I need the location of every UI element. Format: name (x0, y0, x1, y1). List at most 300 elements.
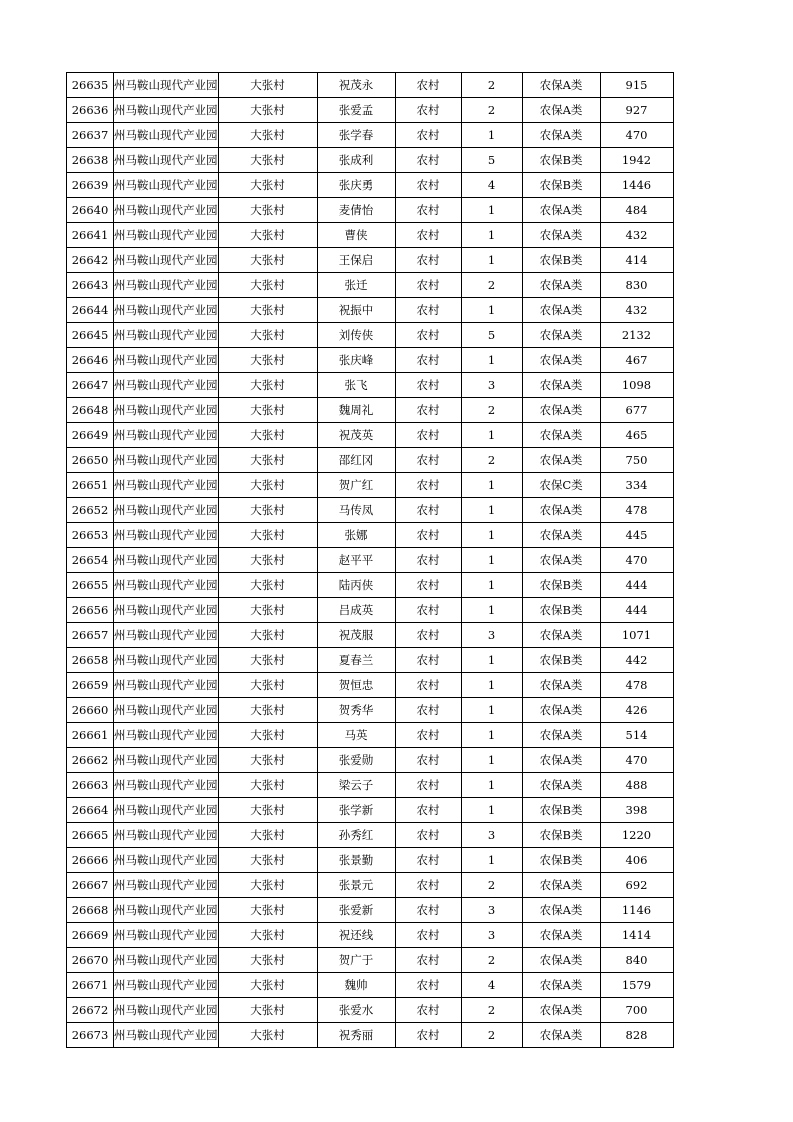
village-cell: 大张村 (218, 198, 317, 223)
name-cell: 祝茂英 (317, 423, 395, 448)
category-cell: 农保A类 (522, 1023, 600, 1048)
person-count-cell: 2 (461, 1023, 522, 1048)
unit-cell: 州马鞍山现代产业园 (114, 273, 219, 298)
unit-cell: 州马鞍山现代产业园 (114, 398, 219, 423)
person-count-cell: 3 (461, 898, 522, 923)
household-type-cell: 农村 (395, 848, 461, 873)
name-cell: 魏帅 (317, 973, 395, 998)
category-cell: 农保B类 (522, 248, 600, 273)
household-type-cell: 农村 (395, 473, 461, 498)
row-id-cell: 26663 (67, 773, 114, 798)
person-count-cell: 1 (461, 648, 522, 673)
name-cell: 张爱水 (317, 998, 395, 1023)
village-cell: 大张村 (218, 748, 317, 773)
row-id-cell: 26671 (67, 973, 114, 998)
category-cell: 农保C类 (522, 473, 600, 498)
amount-cell: 467 (600, 348, 673, 373)
row-id-cell: 26641 (67, 223, 114, 248)
village-cell: 大张村 (218, 673, 317, 698)
household-type-cell: 农村 (395, 573, 461, 598)
row-id-cell: 26652 (67, 498, 114, 523)
table-row (67, 973, 674, 998)
name-cell: 王保启 (317, 248, 395, 273)
household-type-cell: 农村 (395, 798, 461, 823)
person-count-cell: 1 (461, 798, 522, 823)
unit-cell: 州马鞍山现代产业园 (114, 623, 219, 648)
category-cell: 农保A类 (522, 973, 600, 998)
category-cell: 农保A类 (522, 448, 600, 473)
table-row (67, 73, 674, 98)
person-count-cell: 1 (461, 773, 522, 798)
table-row (67, 798, 674, 823)
unit-cell: 州马鞍山现代产业园 (114, 173, 219, 198)
person-count-cell: 3 (461, 373, 522, 398)
unit-cell: 州马鞍山现代产业园 (114, 523, 219, 548)
unit-cell: 州马鞍山现代产业园 (114, 598, 219, 623)
category-cell: 农保A类 (522, 873, 600, 898)
row-id-cell: 26642 (67, 248, 114, 273)
name-cell: 梁云子 (317, 773, 395, 798)
village-cell: 大张村 (218, 623, 317, 648)
name-cell: 张迁 (317, 273, 395, 298)
row-id-cell: 26645 (67, 323, 114, 348)
name-cell: 邵红冈 (317, 448, 395, 473)
name-cell: 曹侠 (317, 223, 395, 248)
person-count-cell: 1 (461, 198, 522, 223)
person-count-cell: 1 (461, 598, 522, 623)
row-id-cell: 26657 (67, 623, 114, 648)
village-cell: 大张村 (218, 223, 317, 248)
table-row (67, 623, 674, 648)
village-cell: 大张村 (218, 498, 317, 523)
unit-cell: 州马鞍山现代产业园 (114, 973, 219, 998)
category-cell: 农保A类 (522, 273, 600, 298)
name-cell: 祝秀丽 (317, 1023, 395, 1048)
unit-cell: 州马鞍山现代产业园 (114, 673, 219, 698)
household-type-cell: 农村 (395, 998, 461, 1023)
village-cell: 大张村 (218, 973, 317, 998)
person-count-cell: 2 (461, 73, 522, 98)
person-count-cell: 2 (461, 273, 522, 298)
category-cell: 农保A类 (522, 373, 600, 398)
unit-cell: 州马鞍山现代产业园 (114, 798, 219, 823)
village-cell: 大张村 (218, 423, 317, 448)
amount-cell: 414 (600, 248, 673, 273)
household-type-cell: 农村 (395, 348, 461, 373)
name-cell: 吕成英 (317, 598, 395, 623)
name-cell: 马传凤 (317, 498, 395, 523)
unit-cell: 州马鞍山现代产业园 (114, 723, 219, 748)
village-cell: 大张村 (218, 773, 317, 798)
village-cell: 大张村 (218, 873, 317, 898)
table-row (67, 198, 674, 223)
unit-cell: 州马鞍山现代产业园 (114, 573, 219, 598)
amount-cell: 470 (600, 548, 673, 573)
table-row (67, 98, 674, 123)
row-id-cell: 26661 (67, 723, 114, 748)
person-count-cell: 2 (461, 873, 522, 898)
person-count-cell: 1 (461, 748, 522, 773)
category-cell: 农保A类 (522, 123, 600, 148)
table-row (67, 298, 674, 323)
household-type-cell: 农村 (395, 73, 461, 98)
amount-cell: 426 (600, 698, 673, 723)
village-cell: 大张村 (218, 323, 317, 348)
unit-cell: 州马鞍山现代产业园 (114, 848, 219, 873)
household-type-cell: 农村 (395, 423, 461, 448)
household-type-cell: 农村 (395, 98, 461, 123)
name-cell: 张飞 (317, 373, 395, 398)
person-count-cell: 2 (461, 998, 522, 1023)
name-cell: 夏春兰 (317, 648, 395, 673)
person-count-cell: 5 (461, 148, 522, 173)
amount-cell: 445 (600, 523, 673, 548)
name-cell: 祝还线 (317, 923, 395, 948)
table-row (67, 148, 674, 173)
name-cell: 张庆峰 (317, 348, 395, 373)
person-count-cell: 1 (461, 348, 522, 373)
unit-cell: 州马鞍山现代产业园 (114, 248, 219, 273)
household-type-cell: 农村 (395, 923, 461, 948)
amount-cell: 677 (600, 398, 673, 423)
unit-cell: 州马鞍山现代产业园 (114, 948, 219, 973)
unit-cell: 州马鞍山现代产业园 (114, 698, 219, 723)
household-type-cell: 农村 (395, 198, 461, 223)
amount-cell: 406 (600, 848, 673, 873)
unit-cell: 州马鞍山现代产业园 (114, 748, 219, 773)
table-row (67, 498, 674, 523)
unit-cell: 州马鞍山现代产业园 (114, 73, 219, 98)
amount-cell: 478 (600, 498, 673, 523)
row-id-cell: 26643 (67, 273, 114, 298)
unit-cell: 州马鞍山现代产业园 (114, 123, 219, 148)
amount-cell: 514 (600, 723, 673, 748)
village-cell: 大张村 (218, 523, 317, 548)
household-type-cell: 农村 (395, 698, 461, 723)
amount-cell: 750 (600, 448, 673, 473)
name-cell: 贺秀华 (317, 698, 395, 723)
household-type-cell: 农村 (395, 323, 461, 348)
category-cell: 农保A类 (522, 698, 600, 723)
unit-cell: 州马鞍山现代产业园 (114, 548, 219, 573)
amount-cell: 700 (600, 998, 673, 1023)
household-type-cell: 农村 (395, 223, 461, 248)
household-type-cell: 农村 (395, 123, 461, 148)
table-body (67, 73, 674, 1048)
household-type-cell: 农村 (395, 448, 461, 473)
unit-cell: 州马鞍山现代产业园 (114, 873, 219, 898)
category-cell: 农保A类 (522, 398, 600, 423)
category-cell: 农保B类 (522, 648, 600, 673)
unit-cell: 州马鞍山现代产业园 (114, 773, 219, 798)
person-count-cell: 4 (461, 973, 522, 998)
village-cell: 大张村 (218, 448, 317, 473)
table-row (67, 648, 674, 673)
household-type-cell: 农村 (395, 648, 461, 673)
amount-cell: 1071 (600, 623, 673, 648)
table-row (67, 848, 674, 873)
unit-cell: 州马鞍山现代产业园 (114, 923, 219, 948)
village-cell: 大张村 (218, 648, 317, 673)
amount-cell: 915 (600, 73, 673, 98)
person-count-cell: 1 (461, 473, 522, 498)
amount-cell: 692 (600, 873, 673, 898)
household-type-cell: 农村 (395, 898, 461, 923)
unit-cell: 州马鞍山现代产业园 (114, 898, 219, 923)
name-cell: 贺广红 (317, 473, 395, 498)
row-id-cell: 26635 (67, 73, 114, 98)
name-cell: 张庆勇 (317, 173, 395, 198)
name-cell: 张成利 (317, 148, 395, 173)
category-cell: 农保B类 (522, 148, 600, 173)
village-cell: 大张村 (218, 548, 317, 573)
household-type-cell: 农村 (395, 973, 461, 998)
person-count-cell: 1 (461, 573, 522, 598)
row-id-cell: 26666 (67, 848, 114, 873)
amount-cell: 465 (600, 423, 673, 448)
person-count-cell: 5 (461, 323, 522, 348)
category-cell: 农保A类 (522, 98, 600, 123)
household-type-cell: 农村 (395, 1023, 461, 1048)
category-cell: 农保A类 (522, 673, 600, 698)
category-cell: 农保A类 (522, 223, 600, 248)
person-count-cell: 1 (461, 723, 522, 748)
person-count-cell: 1 (461, 248, 522, 273)
row-id-cell: 26653 (67, 523, 114, 548)
village-cell: 大张村 (218, 573, 317, 598)
table-row (67, 373, 674, 398)
amount-cell: 1098 (600, 373, 673, 398)
unit-cell: 州马鞍山现代产业园 (114, 1023, 219, 1048)
household-type-cell: 农村 (395, 623, 461, 648)
table-row (67, 173, 674, 198)
person-count-cell: 2 (461, 98, 522, 123)
amount-cell: 488 (600, 773, 673, 798)
table-row (67, 398, 674, 423)
category-cell: 农保A类 (522, 498, 600, 523)
table-row (67, 473, 674, 498)
village-cell: 大张村 (218, 273, 317, 298)
unit-cell: 州马鞍山现代产业园 (114, 223, 219, 248)
unit-cell: 州马鞍山现代产业园 (114, 373, 219, 398)
row-id-cell: 26644 (67, 298, 114, 323)
person-count-cell: 1 (461, 298, 522, 323)
row-id-cell: 26646 (67, 348, 114, 373)
category-cell: 农保A类 (522, 623, 600, 648)
unit-cell: 州马鞍山现代产业园 (114, 473, 219, 498)
unit-cell: 州马鞍山现代产业园 (114, 198, 219, 223)
category-cell: 农保A类 (522, 523, 600, 548)
household-type-cell: 农村 (395, 398, 461, 423)
row-id-cell: 26664 (67, 798, 114, 823)
amount-cell: 398 (600, 798, 673, 823)
person-count-cell: 3 (461, 923, 522, 948)
amount-cell: 1146 (600, 898, 673, 923)
amount-cell: 484 (600, 198, 673, 223)
name-cell: 祝茂服 (317, 623, 395, 648)
village-cell: 大张村 (218, 998, 317, 1023)
table-row (67, 998, 674, 1023)
row-id-cell: 26673 (67, 1023, 114, 1048)
name-cell: 贺广于 (317, 948, 395, 973)
row-id-cell: 26636 (67, 98, 114, 123)
row-id-cell: 26648 (67, 398, 114, 423)
amount-cell: 1579 (600, 973, 673, 998)
village-cell: 大张村 (218, 948, 317, 973)
table-row (67, 923, 674, 948)
row-id-cell: 26660 (67, 698, 114, 723)
category-cell: 农保B类 (522, 823, 600, 848)
village-cell: 大张村 (218, 248, 317, 273)
village-cell: 大张村 (218, 923, 317, 948)
person-count-cell: 3 (461, 623, 522, 648)
unit-cell: 州马鞍山现代产业园 (114, 348, 219, 373)
village-cell: 大张村 (218, 723, 317, 748)
amount-cell: 470 (600, 123, 673, 148)
household-type-cell: 农村 (395, 498, 461, 523)
row-id-cell: 26638 (67, 148, 114, 173)
household-type-cell: 农村 (395, 523, 461, 548)
table-row (67, 248, 674, 273)
category-cell: 农保B类 (522, 173, 600, 198)
name-cell: 张爱新 (317, 898, 395, 923)
village-cell: 大张村 (218, 798, 317, 823)
village-cell: 大张村 (218, 173, 317, 198)
household-type-cell: 农村 (395, 273, 461, 298)
amount-cell: 1220 (600, 823, 673, 848)
amount-cell: 1414 (600, 923, 673, 948)
person-count-cell: 4 (461, 173, 522, 198)
name-cell: 刘传侠 (317, 323, 395, 348)
household-type-cell: 农村 (395, 773, 461, 798)
amount-cell: 444 (600, 598, 673, 623)
row-id-cell: 26656 (67, 598, 114, 623)
name-cell: 祝茂永 (317, 73, 395, 98)
table-row (67, 273, 674, 298)
row-id-cell: 26647 (67, 373, 114, 398)
household-type-cell: 农村 (395, 723, 461, 748)
table-row (67, 448, 674, 473)
category-cell: 农保A类 (522, 298, 600, 323)
household-type-cell: 农村 (395, 673, 461, 698)
person-count-cell: 1 (461, 523, 522, 548)
data-table (66, 72, 674, 1048)
amount-cell: 478 (600, 673, 673, 698)
household-type-cell: 农村 (395, 598, 461, 623)
table-row (67, 723, 674, 748)
amount-cell: 828 (600, 1023, 673, 1048)
table-row (67, 698, 674, 723)
category-cell: 农保A类 (522, 773, 600, 798)
name-cell: 陆丙侠 (317, 573, 395, 598)
row-id-cell: 26668 (67, 898, 114, 923)
person-count-cell: 2 (461, 398, 522, 423)
person-count-cell: 1 (461, 123, 522, 148)
village-cell: 大张村 (218, 598, 317, 623)
household-type-cell: 农村 (395, 373, 461, 398)
category-cell: 农保A类 (522, 748, 600, 773)
household-type-cell: 农村 (395, 548, 461, 573)
row-id-cell: 26640 (67, 198, 114, 223)
amount-cell: 1446 (600, 173, 673, 198)
person-count-cell: 1 (461, 848, 522, 873)
household-type-cell: 农村 (395, 823, 461, 848)
category-cell: 农保A类 (522, 323, 600, 348)
row-id-cell: 26659 (67, 673, 114, 698)
row-id-cell: 26658 (67, 648, 114, 673)
household-type-cell: 农村 (395, 748, 461, 773)
name-cell: 张娜 (317, 523, 395, 548)
table-row (67, 348, 674, 373)
village-cell: 大张村 (218, 148, 317, 173)
category-cell: 农保A类 (522, 423, 600, 448)
name-cell: 张景勤 (317, 848, 395, 873)
person-count-cell: 1 (461, 698, 522, 723)
village-cell: 大张村 (218, 823, 317, 848)
row-id-cell: 26662 (67, 748, 114, 773)
row-id-cell: 26654 (67, 548, 114, 573)
category-cell: 农保A类 (522, 998, 600, 1023)
row-id-cell: 26670 (67, 948, 114, 973)
village-cell: 大张村 (218, 473, 317, 498)
table-row (67, 423, 674, 448)
row-id-cell: 26637 (67, 123, 114, 148)
unit-cell: 州马鞍山现代产业园 (114, 448, 219, 473)
row-id-cell: 26672 (67, 998, 114, 1023)
row-id-cell: 26651 (67, 473, 114, 498)
category-cell: 农保B类 (522, 848, 600, 873)
amount-cell: 334 (600, 473, 673, 498)
table-row (67, 673, 674, 698)
name-cell: 赵平平 (317, 548, 395, 573)
village-cell: 大张村 (218, 98, 317, 123)
unit-cell: 州马鞍山现代产业园 (114, 998, 219, 1023)
row-id-cell: 26649 (67, 423, 114, 448)
name-cell: 魏周礼 (317, 398, 395, 423)
table-row (67, 523, 674, 548)
table-row (67, 1023, 674, 1048)
unit-cell: 州马鞍山现代产业园 (114, 823, 219, 848)
category-cell: 农保A类 (522, 198, 600, 223)
household-type-cell: 农村 (395, 248, 461, 273)
name-cell: 马英 (317, 723, 395, 748)
unit-cell: 州马鞍山现代产业园 (114, 498, 219, 523)
table-row (67, 823, 674, 848)
table-row (67, 573, 674, 598)
person-count-cell: 2 (461, 448, 522, 473)
household-type-cell: 农村 (395, 948, 461, 973)
amount-cell: 1942 (600, 148, 673, 173)
table-row (67, 548, 674, 573)
name-cell: 张爱勋 (317, 748, 395, 773)
table-row (67, 323, 674, 348)
village-cell: 大张村 (218, 698, 317, 723)
table-row (67, 223, 674, 248)
table-row (67, 773, 674, 798)
unit-cell: 州马鞍山现代产业园 (114, 423, 219, 448)
unit-cell: 州马鞍山现代产业园 (114, 323, 219, 348)
category-cell: 农保B类 (522, 598, 600, 623)
category-cell: 农保A类 (522, 948, 600, 973)
name-cell: 张学新 (317, 798, 395, 823)
category-cell: 农保A类 (522, 73, 600, 98)
category-cell: 农保B类 (522, 798, 600, 823)
person-count-cell: 1 (461, 673, 522, 698)
household-type-cell: 农村 (395, 148, 461, 173)
row-id-cell: 26667 (67, 873, 114, 898)
row-id-cell: 26665 (67, 823, 114, 848)
village-cell: 大张村 (218, 373, 317, 398)
